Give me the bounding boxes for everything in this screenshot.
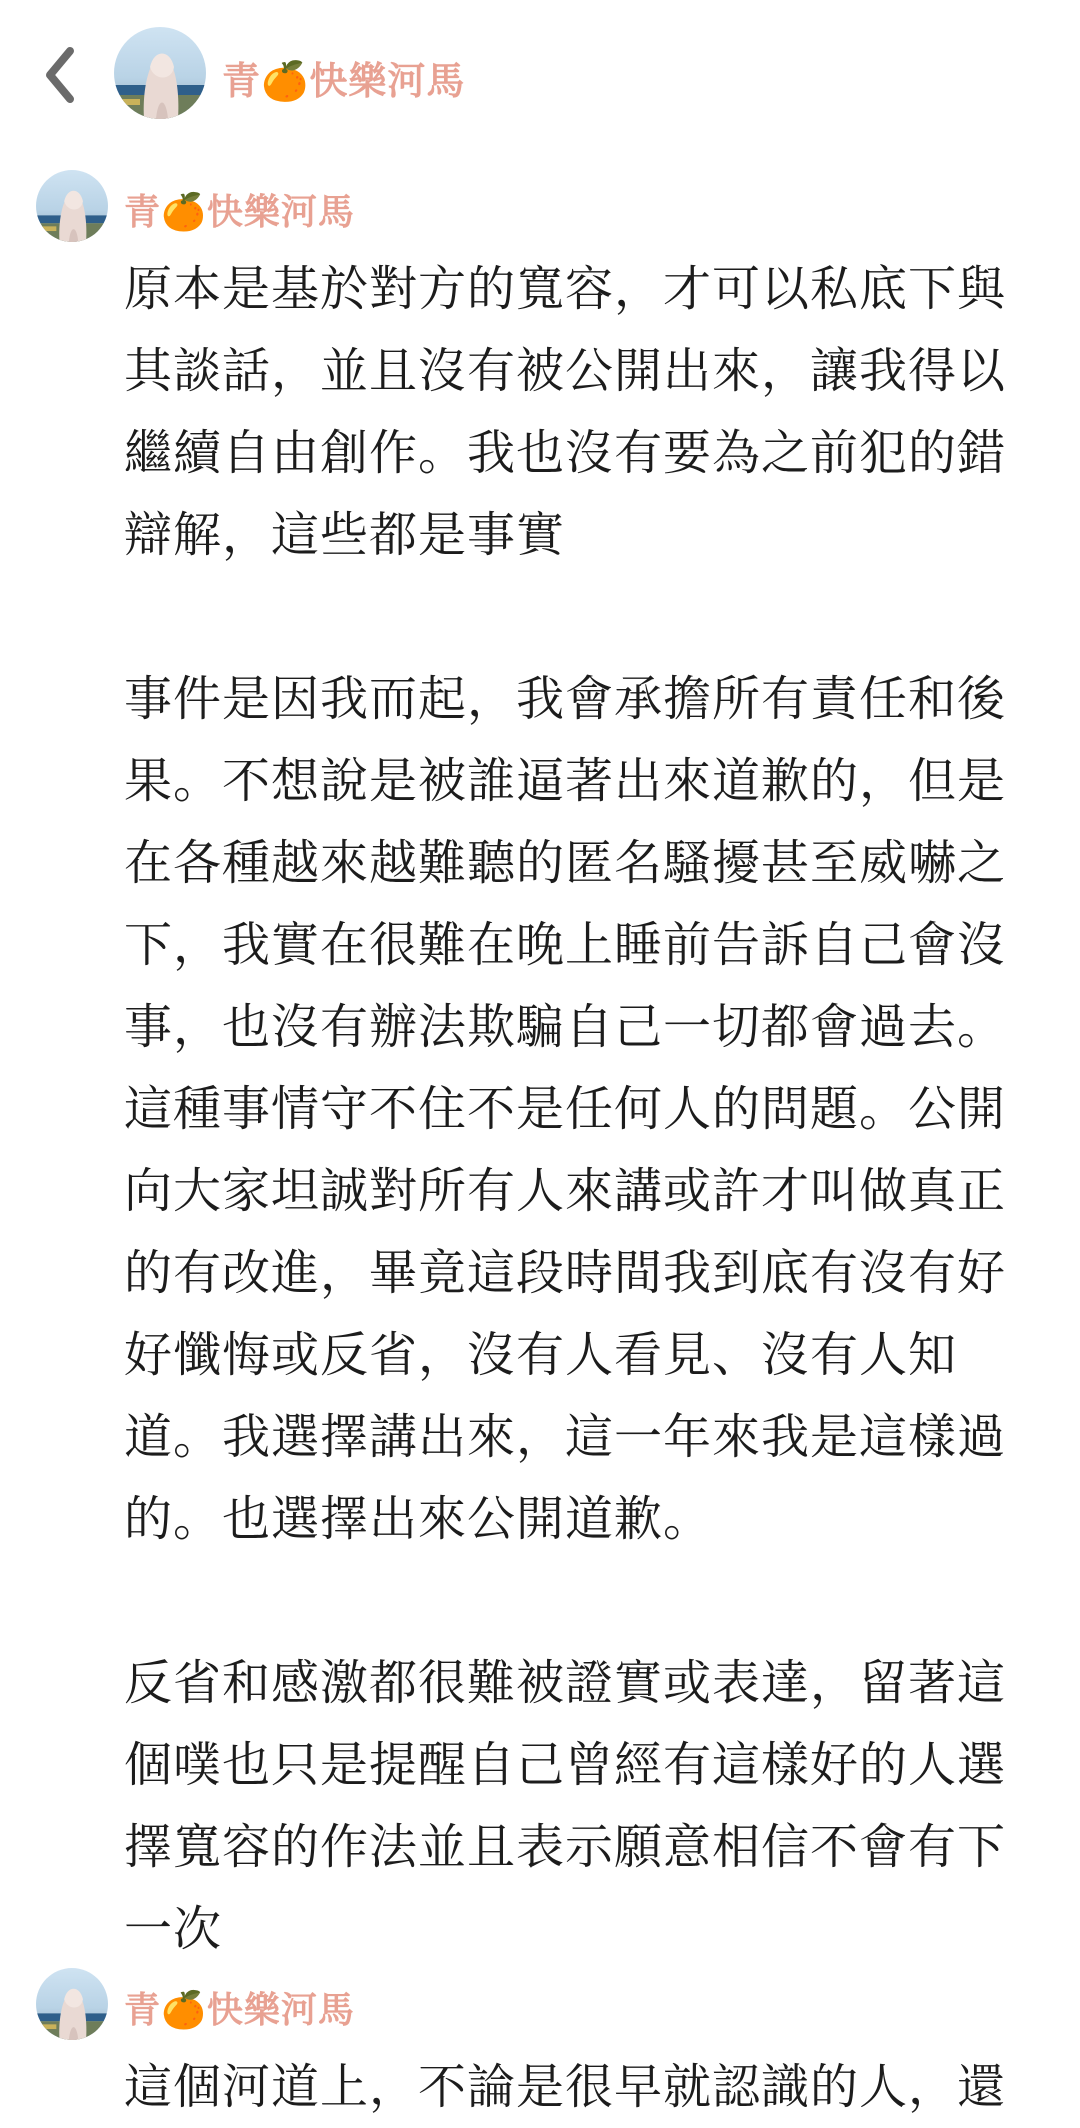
chevron-left-icon — [40, 45, 80, 105]
avatar-icon — [36, 1968, 108, 2040]
header-username[interactable]: 青🍊快樂河馬 — [222, 59, 466, 103]
avatar[interactable] — [114, 27, 206, 119]
post-paragraph: 反省和感激都很難被證實或表達，留著這個噗也只是提醒自己曾經有這樣好的人選擇寬容的作法並且表示願意相信不會有下一次 — [124, 1655, 1007, 1957]
top-bar — [0, 0, 1080, 150]
post-content — [124, 248, 1014, 1970]
post-paragraph: 原本是基於對方的寬容，才可以私底下與其談話，並且沒有被公開出來，讓我得以繼續自由創作。我也沒有要為之前犯的錯辯解，這些都是事實 — [124, 261, 1007, 563]
avatar-icon — [114, 27, 206, 119]
post-username[interactable]: 青🍊快樂河馬 — [124, 192, 355, 233]
avatar[interactable] — [36, 1968, 108, 2040]
post — [0, 170, 1080, 1957]
post — [0, 1968, 1080, 2115]
post-username[interactable]: 青🍊快樂河馬 — [124, 1990, 355, 2031]
avatar[interactable] — [36, 170, 108, 242]
avatar-icon — [36, 170, 108, 242]
post-paragraph: 這個河道上，不論是很早就認識的人，還 — [124, 2059, 1007, 2115]
post-paragraph: 事件是因我而起，我會承擔所有責任和後果。不想說是被誰逼著出來道歉的，但是在各種越來越難聽的匿名騷擾甚至威嚇之下，我實在很難在晚上睡前告訴自己會沒事，也沒有辦法欺騙自己一切都會過去。這種事情守不住不是任何人的問題。公開向大家坦誠對所有人來講或許才叫做真正的有改進，畢竟這段時間我到底有沒有好好懺悔或反省，沒有人看見、沒有人知道。我選擇講出來，這一年來我是這樣過的。也選擇出來公開道歉。 — [124, 671, 1007, 1547]
back-button[interactable] — [30, 40, 90, 110]
